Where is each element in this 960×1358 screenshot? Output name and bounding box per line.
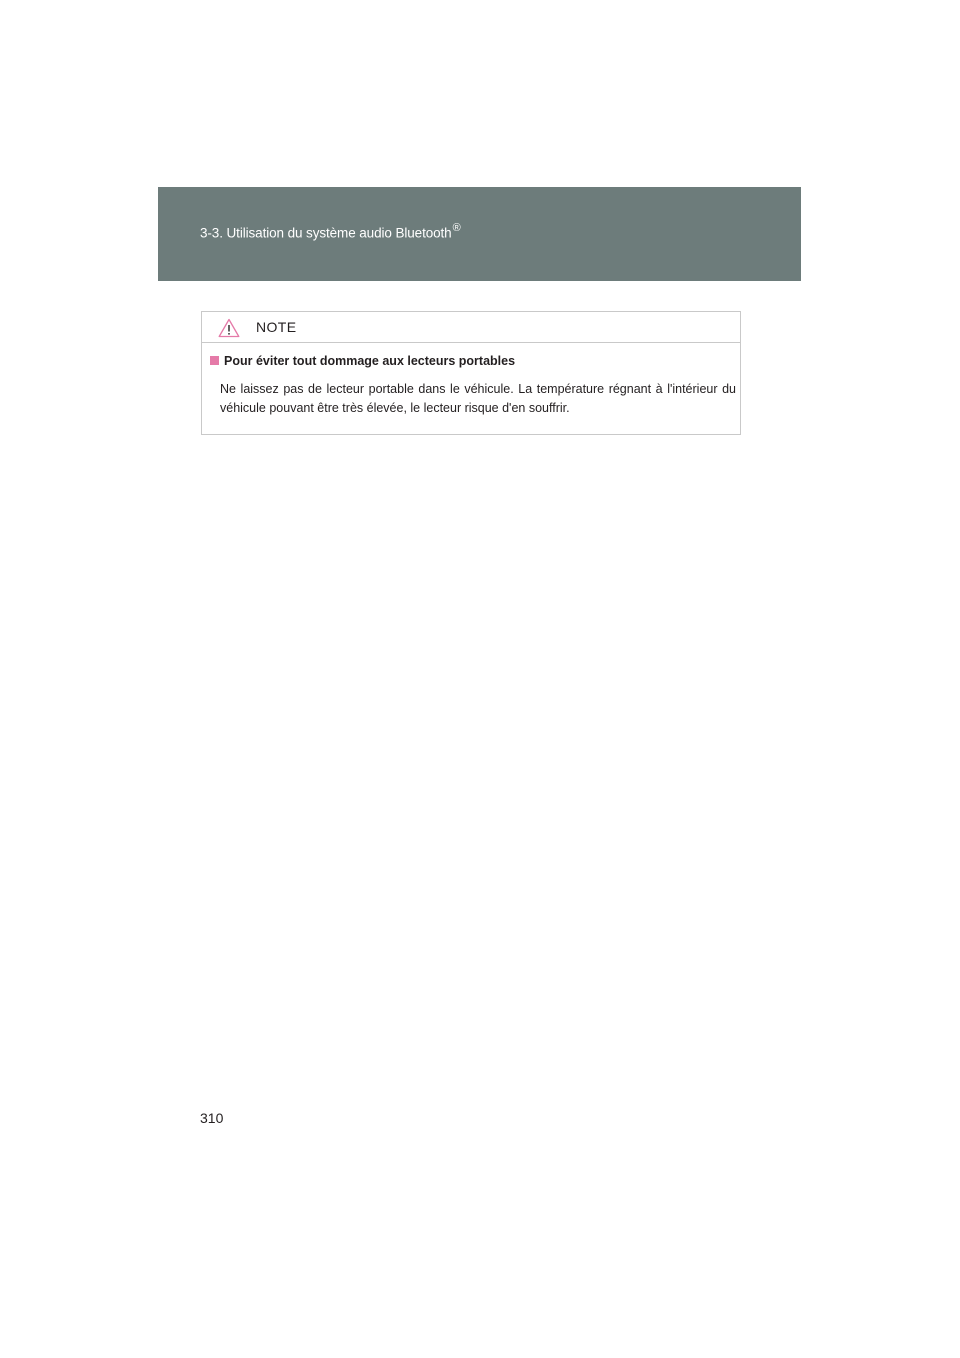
- registered-mark: ®: [452, 222, 461, 234]
- note-heading-text: Pour éviter tout dommage aux lecteurs portables: [224, 354, 516, 368]
- section-title-text: 3-3. Utilisation du système audio Bluetooth: [200, 225, 452, 241]
- bullet-square-icon: [210, 356, 219, 365]
- section-header-band: [158, 187, 801, 281]
- note-text: Ne laissez pas de lecteur portable dans le véhicule. La température régnant à l'intérieur du véhicule pouvant être très élevée, le lecteur risque d'en souffrir.: [220, 382, 736, 415]
- note-header: [202, 312, 740, 343]
- note-label: NOTE: [256, 319, 297, 335]
- page-number: 310: [200, 1110, 224, 1126]
- warning-triangle-icon: [218, 318, 240, 338]
- section-title: [200, 223, 461, 241]
- note-box: [201, 311, 741, 435]
- note-heading: [210, 354, 515, 368]
